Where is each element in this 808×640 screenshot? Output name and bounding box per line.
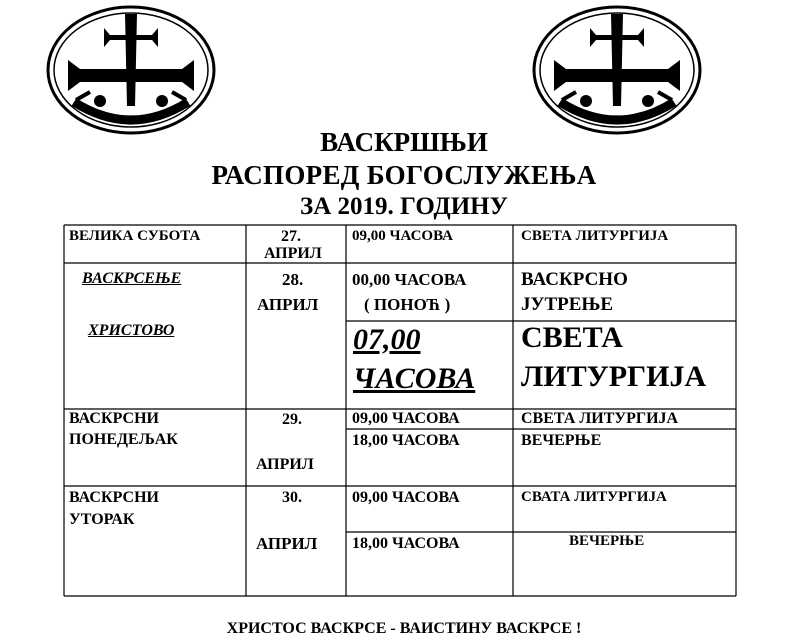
date-month: АПРИЛ — [256, 456, 314, 473]
service-name: СВЕТА ЛИТУРГИЈА — [521, 410, 679, 427]
date-day: 27. — [281, 228, 301, 245]
service-name: ЛИТУРГИЈА — [521, 360, 707, 393]
service-time: 09,00 ЧАСОВА — [352, 410, 460, 427]
service-name: ВЕЧЕРЊЕ — [521, 432, 602, 449]
cross-emblem-right — [532, 4, 702, 136]
day-label: ПОНЕДЕЉАК — [69, 431, 178, 448]
day-label: ВАСКРСНИ — [69, 410, 159, 427]
page-year: ЗА 2019. ГОДИНУ — [300, 193, 508, 220]
page-subtitle: РАСПОРЕД БОГОСЛУЖЕЊА — [211, 160, 597, 190]
date-month: АПРИЛ — [256, 534, 318, 553]
service-time-note: ( ПОНОЋ ) — [364, 295, 451, 314]
service-time: 18,00 ЧАСОВА — [352, 535, 460, 552]
service-name: СВАТА ЛИТУРГИЈА — [521, 489, 667, 505]
service-time: ЧАСОВА — [353, 362, 476, 395]
date-month: АПРИЛ — [257, 295, 319, 314]
service-time: 00,00 ЧАСОВА — [352, 270, 467, 289]
date-month: АПРИЛ — [264, 245, 322, 262]
day-label: ВАСКРСЕЊЕ — [82, 270, 182, 287]
day-label: ХРИСТОВО — [88, 322, 175, 339]
service-name: ВАСКРСНО — [521, 269, 628, 290]
date-day: 30. — [282, 489, 302, 506]
service-name: ЈУТРЕЊЕ — [521, 294, 614, 315]
service-name: ВЕЧЕРЊЕ — [569, 533, 645, 549]
date-day: 29. — [282, 411, 302, 428]
orthodox-cross-anchor-icon — [46, 4, 216, 136]
service-time: 18,00 ЧАСОВА — [352, 432, 460, 449]
service-time: 09,00 ЧАСОВА — [352, 489, 460, 506]
page-title: ВАСКРШЊИ — [320, 127, 488, 157]
day-label: ВЕЛИКА СУБОТА — [69, 228, 201, 244]
service-name: СВЕТА — [521, 321, 623, 354]
day-label: УТОРАК — [69, 511, 135, 528]
service-time: 07,00 — [353, 323, 421, 356]
service-name: СВЕТА ЛИТУРГИЈА — [521, 228, 669, 244]
date-day: 28. — [282, 270, 304, 289]
easter-greeting: ХРИСТОС ВАСКРСЕ - ВАИСТИНУ ВАСКРСЕ ! — [226, 620, 582, 637]
cross-emblem-left — [46, 4, 216, 136]
service-time: 09,00 ЧАСОВА — [352, 228, 453, 244]
orthodox-cross-anchor-icon — [532, 4, 702, 136]
day-label: ВАСКРСНИ — [69, 489, 159, 506]
